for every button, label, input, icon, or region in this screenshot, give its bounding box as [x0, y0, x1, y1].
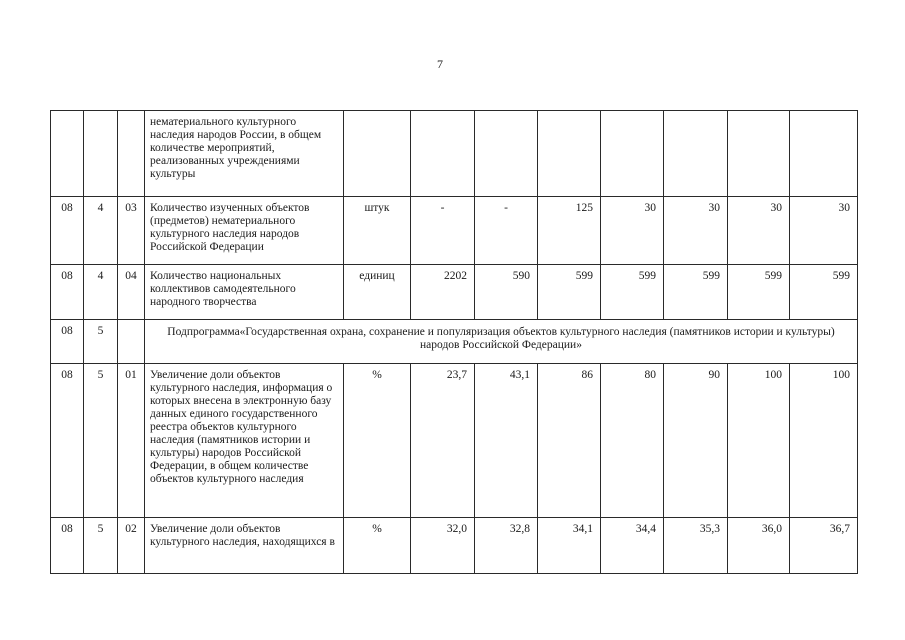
indicator-name: нематериального культурного наследия народов России, в общем количестве мероприятий, реализованных учреждениями культуры [145, 111, 344, 197]
table-row [51, 265, 858, 320]
value-cell [475, 111, 538, 197]
code-cell: 08 [51, 364, 84, 518]
code-cell: 08 [51, 265, 84, 320]
value-cell: 90 [664, 364, 728, 518]
code-cell: 01 [118, 364, 145, 518]
value-cell: 86 [538, 364, 601, 518]
unit-cell [344, 111, 411, 197]
value-cell: - [475, 197, 538, 265]
code-cell: 5 [84, 518, 118, 574]
unit-cell: % [344, 518, 411, 574]
value-cell [538, 111, 601, 197]
subprogram-title: Подпрограмма«Государственная охрана, сохранение и популяризация объектов культурного наследия (памятников истории и культуры) народов Российской Федерации» [145, 320, 858, 364]
value-cell: 36,0 [728, 518, 790, 574]
value-cell: 30 [790, 197, 858, 265]
indicators-table [50, 110, 858, 574]
code-cell: 4 [84, 197, 118, 265]
value-cell: 100 [790, 364, 858, 518]
value-cell: 2202 [411, 265, 475, 320]
value-cell: - [411, 197, 475, 265]
value-cell [411, 111, 475, 197]
value-cell: 599 [728, 265, 790, 320]
indicator-name: Количество национальных коллективов самодеятельного народного творчества [145, 265, 344, 320]
code-cell [51, 111, 84, 197]
indicator-name: Увеличение доли объектов культурного наследия, информация о которых внесена в электронную базу данных единого государственного реестра объектов культурного наследия (памятников истории и культуры) народов Российской Федерации, в общем количестве объектов культурного наследия [145, 364, 344, 518]
value-cell: 43,1 [475, 364, 538, 518]
indicator-name: Количество изученных объектов (предметов) нематериального культурного наследия народов Российской Федерации [145, 197, 344, 265]
value-cell: 36,7 [790, 518, 858, 574]
subprogram-row [51, 320, 858, 364]
value-cell: 599 [664, 265, 728, 320]
code-cell: 03 [118, 197, 145, 265]
code-cell [118, 320, 145, 364]
value-cell [790, 111, 858, 197]
value-cell: 30 [601, 197, 664, 265]
value-cell: 32,8 [475, 518, 538, 574]
code-cell [84, 111, 118, 197]
code-cell: 4 [84, 265, 118, 320]
value-cell: 30 [664, 197, 728, 265]
value-cell [728, 111, 790, 197]
code-cell [118, 111, 145, 197]
value-cell: 23,7 [411, 364, 475, 518]
value-cell [601, 111, 664, 197]
table-row [51, 111, 858, 197]
value-cell: 32,0 [411, 518, 475, 574]
value-cell: 30 [728, 197, 790, 265]
unit-cell: % [344, 364, 411, 518]
value-cell [664, 111, 728, 197]
code-cell: 5 [84, 320, 118, 364]
unit-cell: штук [344, 197, 411, 265]
code-cell: 08 [51, 197, 84, 265]
code-cell: 5 [84, 364, 118, 518]
value-cell: 80 [601, 364, 664, 518]
value-cell: 590 [475, 265, 538, 320]
code-cell: 08 [51, 320, 84, 364]
value-cell: 34,1 [538, 518, 601, 574]
indicator-name: Увеличение доли объектов культурного наследия, находящихся в [145, 518, 344, 574]
table-row [51, 364, 858, 518]
value-cell: 599 [601, 265, 664, 320]
code-cell: 04 [118, 265, 145, 320]
value-cell: 599 [538, 265, 601, 320]
page-number: 7 [437, 57, 443, 71]
value-cell: 34,4 [601, 518, 664, 574]
table-row [51, 197, 858, 265]
code-cell: 08 [51, 518, 84, 574]
unit-cell: единиц [344, 265, 411, 320]
code-cell: 02 [118, 518, 145, 574]
value-cell: 100 [728, 364, 790, 518]
table-row [51, 518, 858, 574]
value-cell: 125 [538, 197, 601, 265]
value-cell: 599 [790, 265, 858, 320]
value-cell: 35,3 [664, 518, 728, 574]
